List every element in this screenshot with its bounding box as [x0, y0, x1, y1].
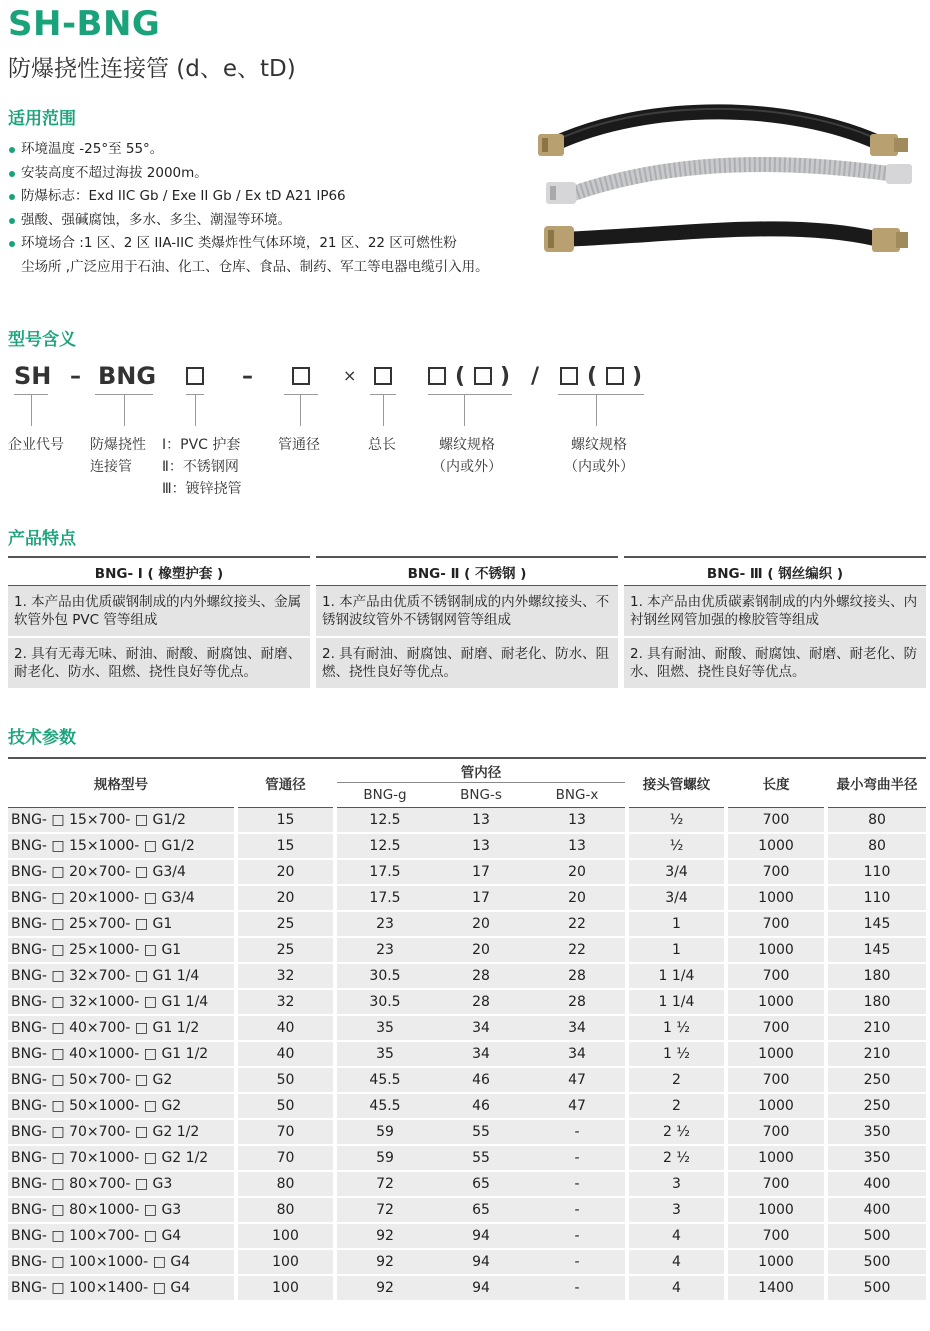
table-cell: 32 [238, 990, 333, 1016]
table-cell: 2 [629, 1068, 724, 1094]
table-cell: 30.5 [337, 964, 433, 990]
table-cell: 34 [433, 1016, 529, 1042]
table-cell: 22 [529, 938, 625, 964]
scope-item: 环境场合 :1 区、2 区 IIA-IIC 类爆炸性气体环境，21 区、22 区可燃性粉 [8, 232, 528, 256]
table-row [8, 860, 926, 886]
model-label-types [162, 434, 242, 500]
table-cell: 25 [238, 912, 333, 938]
table-cell: 3/4 [629, 860, 724, 886]
scope-item: 环境温度 -25°至 55°。 [8, 138, 528, 162]
model-label-thread2 [564, 434, 634, 478]
features-col-header: BNG- Ⅱ ( 不锈钢 ) [316, 556, 618, 586]
table-cell: 50 [238, 1068, 333, 1094]
table-cell: 1000 [728, 886, 824, 912]
table-cell: - [529, 1250, 625, 1276]
table-row [8, 964, 926, 990]
table-cell: 3 [629, 1172, 724, 1198]
table-row [8, 1146, 926, 1172]
hose-product-image [532, 104, 924, 274]
table-cell: 350 [828, 1120, 926, 1146]
table-cell: 20 [238, 860, 333, 886]
table-cell: 400 [828, 1198, 926, 1224]
leader-line [558, 394, 644, 395]
table-cell: BNG- □ 100×700- □ G4 [8, 1224, 234, 1250]
model-code-sh: SH [14, 362, 52, 390]
model-code-bng: BNG [98, 362, 157, 390]
table-cell: 4 [629, 1250, 724, 1276]
table-cell: 45.5 [337, 1068, 433, 1094]
scope-heading: 适用范围 [8, 109, 76, 129]
table-cell: 145 [828, 912, 926, 938]
table-cell: 4 [629, 1276, 724, 1302]
table-cell: 72 [337, 1198, 433, 1224]
table-row [8, 1276, 926, 1302]
table-row [8, 990, 926, 1016]
table-cell: 28 [529, 964, 625, 990]
table-cell: 17.5 [337, 860, 433, 886]
model-paren: ( [587, 364, 598, 389]
table-cell: 55 [433, 1120, 529, 1146]
model-label-type2: Ⅱ：不锈钢网 [162, 459, 239, 475]
table-cell: 13 [529, 808, 625, 834]
features-col-header: BNG- Ⅰ ( 橡塑护套 ) [8, 556, 310, 586]
fitting-icon [544, 226, 574, 252]
table-cell: 40 [238, 1016, 333, 1042]
table-cell: 25 [238, 938, 333, 964]
table-cell: 80 [238, 1172, 333, 1198]
leader-line [428, 394, 512, 395]
table-row [8, 1250, 926, 1276]
table-cell: 23 [337, 938, 433, 964]
table-cell: 700 [728, 1224, 824, 1250]
table-row [8, 886, 926, 912]
specs-header-length: 长度 [728, 757, 824, 808]
table-cell: BNG- □ 70×1000- □ G2 1/2 [8, 1146, 234, 1172]
table-cell: BNG- □ 20×700- □ G3/4 [8, 860, 234, 886]
specs-header-inner: 管内径 [337, 757, 625, 783]
table-cell: BNG- □ 70×700- □ G2 1/2 [8, 1120, 234, 1146]
table-row [8, 1042, 926, 1068]
model-label-thread2-line1: 螺纹规格 [571, 437, 627, 453]
table-row [8, 834, 926, 860]
table-row [8, 1198, 926, 1224]
table-cell: BNG- □ 32×700- □ G1 1/4 [8, 964, 234, 990]
table-cell: 1 ½ [629, 1016, 724, 1042]
leader-line [596, 394, 597, 426]
table-cell: BNG- □ 25×1000- □ G1 [8, 938, 234, 964]
table-cell: 100 [238, 1276, 333, 1302]
table-cell: 20 [529, 860, 625, 886]
specs-header-model: 规格型号 [8, 757, 234, 808]
table-cell: 500 [828, 1276, 926, 1302]
model-label-thread1-line2: （内或外） [432, 459, 502, 475]
table-cell: BNG- □ 80×1000- □ G3 [8, 1198, 234, 1224]
table-cell: - [529, 1224, 625, 1250]
table-cell: 47 [529, 1068, 625, 1094]
table-cell: 2 [629, 1094, 724, 1120]
table-cell: 92 [337, 1250, 433, 1276]
page-subtitle: 防爆挠性连接管 (d、e、tD) [8, 56, 296, 82]
model-dash: – [242, 364, 253, 389]
table-cell: 20 [238, 886, 333, 912]
features-cell: 2. 具有耐油、耐酸、耐腐蚀、耐磨、耐老化、防水、阻燃、挠性良好等优点。 [624, 638, 926, 690]
table-cell: 13 [529, 834, 625, 860]
fitting-icon [886, 164, 912, 184]
model-box-type [186, 367, 204, 385]
table-cell: 500 [828, 1224, 926, 1250]
table-cell: 46 [433, 1068, 529, 1094]
table-cell: - [529, 1172, 625, 1198]
table-row [8, 1120, 926, 1146]
table-cell: 94 [433, 1250, 529, 1276]
table-cell: 40 [238, 1042, 333, 1068]
table-cell: 50 [238, 1094, 333, 1120]
scope-item: 尘场所 ,广泛应用于石油、化工、仓库、食品、制药、军工等电器电缆引入用。 [21, 258, 489, 275]
table-cell: 4 [629, 1224, 724, 1250]
leader-line [284, 394, 318, 395]
fitting-icon [538, 134, 564, 156]
scope-list [8, 138, 528, 279]
table-cell: 250 [828, 1094, 926, 1120]
table-cell: BNG- □ 50×700- □ G2 [8, 1068, 234, 1094]
leader-line [31, 394, 32, 426]
table-cell: BNG- □ 40×700- □ G1 1/2 [8, 1016, 234, 1042]
features-table [8, 556, 926, 690]
model-paren: ( [455, 364, 466, 389]
table-row [8, 938, 926, 964]
table-cell: - [529, 1198, 625, 1224]
model-box-thread2 [560, 367, 578, 385]
specs-header-thread: 接头管螺纹 [629, 757, 724, 808]
table-cell: 34 [433, 1042, 529, 1068]
table-cell: 1 1/4 [629, 964, 724, 990]
table-row [8, 808, 926, 834]
model-label-type3: Ⅲ：镀锌挠管 [162, 481, 242, 497]
specs-heading: 技术参数 [8, 728, 76, 748]
table-cell: 94 [433, 1224, 529, 1250]
table-cell: 1400 [728, 1276, 824, 1302]
leader-line [124, 394, 125, 426]
table-cell: 350 [828, 1146, 926, 1172]
table-cell: 13 [433, 834, 529, 860]
table-cell: BNG- □ 80×700- □ G3 [8, 1172, 234, 1198]
scope-item: 强酸、强碱腐蚀，多水、多尘、潮湿等环境。 [8, 209, 528, 233]
table-cell: 100 [238, 1224, 333, 1250]
table-cell: 700 [728, 912, 824, 938]
table-cell: 30.5 [337, 990, 433, 1016]
model-label-thread1 [432, 434, 502, 478]
model-label-thread2-line2: （内或外） [564, 459, 634, 475]
specs-header-radius: 最小弯曲半径 [828, 757, 926, 808]
specs-header-bng-x: BNG-x [529, 783, 625, 808]
table-cell: ½ [629, 834, 724, 860]
table-cell: 94 [433, 1276, 529, 1302]
table-cell: 1000 [728, 1250, 824, 1276]
table-cell: 12.5 [337, 834, 433, 860]
table-cell: 34 [529, 1016, 625, 1042]
table-cell: 1000 [728, 938, 824, 964]
table-cell: 15 [238, 834, 333, 860]
table-cell: 1 ½ [629, 1042, 724, 1068]
table-cell: 23 [337, 912, 433, 938]
table-cell: 70 [238, 1120, 333, 1146]
table-cell: 1000 [728, 990, 824, 1016]
table-cell: 700 [728, 1120, 824, 1146]
table-cell: 180 [828, 964, 926, 990]
specs-header-bore: 管通径 [238, 757, 333, 808]
table-cell: 72 [337, 1172, 433, 1198]
model-paren: ) [632, 364, 643, 389]
leader-line [300, 394, 301, 426]
features-cell: 1. 本产品由优质碳素钢制成的内外螺纹接头、内衬钢丝网管加强的橡胶管等组成 [624, 586, 926, 638]
features-cell: 2. 具有耐油、耐腐蚀、耐磨、耐老化、防水、阻燃、挠性良好等优点。 [316, 638, 618, 690]
model-box-bore [292, 367, 310, 385]
table-cell: BNG- □ 32×1000- □ G1 1/4 [8, 990, 234, 1016]
table-cell: 3/4 [629, 886, 724, 912]
model-label-bore: 管通径 [278, 437, 320, 453]
scope-item: 安装高度不超过海拔 2000m。 [8, 162, 528, 186]
model-label-length: 总长 [368, 437, 396, 453]
table-cell: 45.5 [337, 1094, 433, 1120]
table-cell: BNG- □ 100×1000- □ G4 [8, 1250, 234, 1276]
table-cell: BNG- □ 15×1000- □ G1/2 [8, 834, 234, 860]
table-cell: ½ [629, 808, 724, 834]
table-cell: 2 ½ [629, 1120, 724, 1146]
table-cell: 80 [828, 834, 926, 860]
table-cell: BNG- □ 40×1000- □ G1 1/2 [8, 1042, 234, 1068]
table-cell: 28 [529, 990, 625, 1016]
table-cell: 700 [728, 860, 824, 886]
model-box-thread1-type [474, 367, 492, 385]
table-cell: 28 [433, 964, 529, 990]
table-cell: 3 [629, 1198, 724, 1224]
table-cell: 210 [828, 1016, 926, 1042]
table-cell: 2 ½ [629, 1146, 724, 1172]
table-cell: 20 [433, 938, 529, 964]
table-cell: 17 [433, 886, 529, 912]
model-box-length [374, 367, 392, 385]
table-cell: 35 [337, 1016, 433, 1042]
leader-line [383, 394, 384, 426]
table-cell: BNG- □ 25×700- □ G1 [8, 912, 234, 938]
table-cell: - [529, 1146, 625, 1172]
table-cell: 70 [238, 1146, 333, 1172]
scope-item: 防爆标志：Exd IIC Gb / Exe II Gb / Ex tD A21 IP66 [8, 185, 528, 209]
features-heading: 产品特点 [8, 529, 76, 549]
fitting-icon [872, 228, 908, 252]
table-cell: 17.5 [337, 886, 433, 912]
table-cell: 80 [238, 1198, 333, 1224]
model-label-thread1-line1: 螺纹规格 [439, 437, 495, 453]
table-cell: 1000 [728, 1042, 824, 1068]
features-col-header: BNG- Ⅲ ( 钢丝编织 ) [624, 556, 926, 586]
table-cell: 34 [529, 1042, 625, 1068]
page-title: SH-BNG [8, 4, 161, 44]
table-cell: BNG- □ 100×1400- □ G4 [8, 1276, 234, 1302]
table-cell: 250 [828, 1068, 926, 1094]
table-cell: 17 [433, 860, 529, 886]
table-cell: 180 [828, 990, 926, 1016]
table-cell: 700 [728, 808, 824, 834]
table-cell: 110 [828, 860, 926, 886]
table-cell: BNG- □ 20×1000- □ G3/4 [8, 886, 234, 912]
table-cell: 1 [629, 912, 724, 938]
table-row [8, 1224, 926, 1250]
model-label-hose [90, 434, 146, 478]
table-cell: 80 [828, 808, 926, 834]
table-cell: 13 [433, 808, 529, 834]
table-cell: 35 [337, 1042, 433, 1068]
table-cell: 700 [728, 964, 824, 990]
leader-line [195, 394, 196, 426]
table-row [8, 1094, 926, 1120]
table-cell: 59 [337, 1146, 433, 1172]
model-label-type1: Ⅰ：PVC 护套 [162, 437, 241, 453]
table-cell: 92 [337, 1224, 433, 1250]
table-cell: 32 [238, 964, 333, 990]
table-cell: 20 [529, 886, 625, 912]
model-box-thread2-type [606, 367, 624, 385]
specs-header-bng-s: BNG-s [433, 783, 529, 808]
table-cell: BNG- □ 15×700- □ G1/2 [8, 808, 234, 834]
model-dash: – [70, 364, 81, 389]
features-cell: 1. 本产品由优质不锈钢制成的内外螺纹接头、不锈钢波纹管外不锈钢网管等组成 [316, 586, 618, 638]
table-cell: 210 [828, 1042, 926, 1068]
table-cell: 12.5 [337, 808, 433, 834]
model-label-hose-line2: 连接管 [90, 459, 132, 475]
fitting-icon [546, 182, 576, 204]
features-cell: 1. 本产品由优质碳钢制成的内外螺纹接头、金属软管外包 PVC 管等组成 [8, 586, 310, 638]
specs-header-bng-g: BNG-g [337, 783, 433, 808]
table-cell: 700 [728, 1172, 824, 1198]
table-row [8, 1172, 926, 1198]
table-cell: 700 [728, 1068, 824, 1094]
table-cell: BNG- □ 50×1000- □ G2 [8, 1094, 234, 1120]
model-paren: ) [500, 364, 511, 389]
features-cell: 2. 具有无毒无味、耐油、耐酸、耐腐蚀、耐磨、耐老化、防水、阻燃、挠性良好等优点。 [8, 638, 310, 690]
model-box-thread1 [428, 367, 446, 385]
leader-line [464, 394, 465, 426]
table-row [8, 1016, 926, 1042]
table-cell: 1000 [728, 1198, 824, 1224]
table-row [8, 1068, 926, 1094]
table-cell: 1 1/4 [629, 990, 724, 1016]
table-cell: 1000 [728, 1146, 824, 1172]
table-cell: 47 [529, 1094, 625, 1120]
table-cell: 100 [238, 1250, 333, 1276]
table-cell: 65 [433, 1172, 529, 1198]
table-cell: 46 [433, 1094, 529, 1120]
table-cell: 59 [337, 1120, 433, 1146]
table-cell: 700 [728, 1016, 824, 1042]
fitting-icon [870, 134, 908, 156]
table-cell: 110 [828, 886, 926, 912]
table-cell: 22 [529, 912, 625, 938]
specs-table [8, 757, 926, 1302]
table-cell: - [529, 1120, 625, 1146]
table-cell: 20 [433, 912, 529, 938]
table-cell: 1 [629, 938, 724, 964]
model-label-company: 企业代号 [8, 437, 64, 453]
table-cell: 400 [828, 1172, 926, 1198]
table-cell: 92 [337, 1276, 433, 1302]
table-cell: 500 [828, 1250, 926, 1276]
model-label-hose-line1: 防爆挠性 [90, 437, 146, 453]
table-cell: 145 [828, 938, 926, 964]
table-cell: 55 [433, 1146, 529, 1172]
table-row [8, 912, 926, 938]
table-cell: 1000 [728, 1094, 824, 1120]
table-cell: - [529, 1276, 625, 1302]
table-cell: 28 [433, 990, 529, 1016]
model-heading: 型号含义 [8, 330, 76, 350]
table-cell: 65 [433, 1198, 529, 1224]
table-cell: 1000 [728, 834, 824, 860]
model-slash: / [531, 364, 540, 389]
table-cell: 15 [238, 808, 333, 834]
model-times: × [343, 366, 357, 385]
